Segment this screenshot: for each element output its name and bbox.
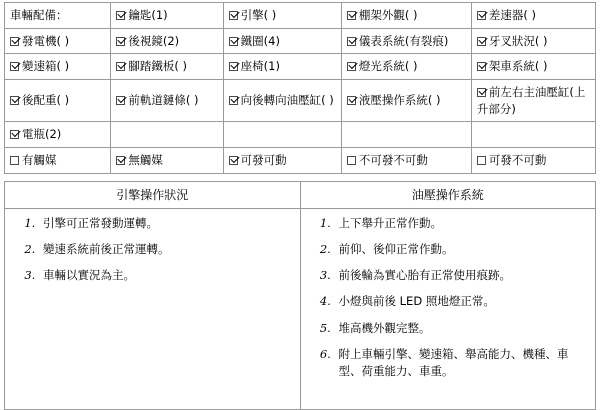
checklist-label: 後視鏡(2) (128, 33, 180, 48)
table-row (5, 28, 596, 54)
table-row (5, 80, 596, 122)
checklist-cell[interactable] (5, 80, 111, 122)
checklist-cell[interactable] (471, 28, 595, 54)
list-item: 6. 附上車輛引擎、變速箱、舉高能力、機種、車型、荷重能力、車重。 (335, 346, 588, 381)
status-label: 可發可動 (240, 153, 287, 168)
engine-notes-list (5, 209, 300, 300)
checklist-cell[interactable] (341, 28, 471, 54)
checkbox-icon[interactable] (116, 96, 125, 105)
checklist-cell[interactable] (5, 54, 111, 80)
checklist-cell[interactable] (111, 3, 223, 29)
empty-cell (223, 122, 341, 148)
checkbox-icon[interactable] (347, 62, 356, 71)
status-cell[interactable] (223, 148, 341, 174)
table-row (5, 3, 596, 29)
list-item: 5. 堆高機外觀完整。 (335, 320, 588, 337)
checkbox-icon[interactable] (116, 11, 125, 20)
checklist-label: 鑰匙(1) (128, 8, 168, 22)
empty-cell (111, 122, 223, 148)
list-item: 3. 前後輪為實心胎有正常使用痕跡。 (335, 267, 588, 284)
checkbox-icon[interactable] (229, 37, 238, 46)
checkbox-icon[interactable] (229, 96, 238, 105)
checklist-label: 棚架外觀( ) (358, 8, 418, 22)
checkbox-icon[interactable] (229, 11, 238, 20)
empty-cell (471, 122, 595, 148)
checkbox-icon[interactable] (10, 156, 19, 165)
checkbox-icon[interactable] (477, 156, 486, 165)
checklist-cell[interactable] (111, 80, 223, 122)
checklist-cell[interactable] (223, 54, 341, 80)
notes-header-row (5, 181, 596, 208)
checkbox-icon[interactable] (10, 96, 19, 105)
checkbox-icon[interactable] (10, 62, 19, 71)
checkbox-icon[interactable] (116, 37, 125, 46)
checklist-cell[interactable] (471, 3, 595, 29)
hydraulic-notes-list (301, 209, 596, 396)
checklist-label: 座椅(1) (240, 59, 280, 74)
empty-cell (341, 122, 471, 148)
list-item: 2. 前仰、後仰正常作動。 (335, 241, 588, 258)
table-row (5, 122, 596, 148)
engine-notes-body (5, 209, 300, 409)
status-label: 有觸媒 (22, 153, 57, 168)
checklist-label: 向後轉向油壓缸( ) (240, 93, 334, 108)
checklist-label: 發電機( ) (22, 33, 70, 48)
checklist-label: 牙叉狀況( ) (488, 33, 548, 48)
checklist-cell[interactable] (341, 3, 471, 29)
checkbox-icon[interactable] (116, 156, 125, 165)
status-label: 不可發不可動 (358, 153, 428, 168)
checklist-label: 燈光系統( ) (358, 59, 418, 74)
checklist-label: 架車系統( ) (488, 59, 548, 74)
notes-body-row (5, 208, 596, 409)
checklist-cell[interactable] (5, 122, 111, 148)
engine-notes-cell (5, 208, 301, 409)
checklist-cell[interactable] (111, 54, 223, 80)
hydraulic-notes-cell (300, 208, 596, 409)
checkbox-icon[interactable] (477, 37, 486, 46)
checklist-label: 變速箱( ) (22, 59, 70, 74)
checklist-cell[interactable] (223, 3, 341, 29)
equipment-checklist-table (4, 2, 596, 174)
status-cell[interactable] (111, 148, 223, 174)
hydraulic-notes-body (301, 209, 596, 409)
checklist-cell[interactable] (223, 28, 341, 54)
checklist-label: 差速器( ) (488, 8, 536, 22)
checklist-label: 引擎( ) (240, 8, 277, 22)
status-label: 可發不可動 (488, 153, 547, 168)
checkbox-icon[interactable] (116, 62, 125, 71)
status-row (5, 148, 596, 174)
checklist-cell[interactable] (471, 54, 595, 80)
list-item: 1. 上下舉升正常作動。 (335, 215, 588, 232)
status-cell[interactable] (471, 148, 595, 174)
checkbox-icon[interactable] (10, 130, 19, 139)
operation-notes-table (4, 181, 596, 410)
checklist-label: 電瓶(2) (22, 127, 62, 142)
checkbox-icon[interactable] (477, 62, 486, 71)
checklist-label: 腳踏鐵板( ) (128, 59, 188, 74)
status-cell[interactable] (5, 148, 111, 174)
checklist-cell[interactable] (5, 28, 111, 54)
checkbox-icon[interactable] (229, 156, 238, 165)
list-item: 4. 小燈與前後 LED 照地燈正常。 (335, 293, 588, 310)
checklist-label: 鐵圈(4) (240, 33, 280, 48)
page-title (5, 3, 111, 29)
checklist-cell[interactable] (223, 80, 341, 122)
checkbox-icon[interactable] (347, 11, 356, 20)
checkbox-icon[interactable] (10, 37, 19, 46)
checklist-label: 前軌道鏈條( ) (128, 93, 199, 108)
list-item: 2. 變速系統前後正常運轉。 (39, 241, 292, 258)
hydraulic-section-header: 油壓操作系統 (300, 181, 596, 208)
checklist-cell[interactable] (341, 80, 471, 122)
checkbox-icon[interactable] (477, 11, 486, 20)
title-text: 車輛配備： (10, 8, 68, 22)
checklist-cell[interactable] (341, 54, 471, 80)
checkbox-icon[interactable] (347, 96, 356, 105)
status-cell[interactable] (341, 148, 471, 174)
engine-section-header: 引擎操作狀況 (5, 181, 301, 208)
checkbox-icon[interactable] (347, 37, 356, 46)
list-item: 3. 車輛以實況為主。 (39, 267, 292, 284)
checklist-cell[interactable] (471, 80, 595, 122)
status-label: 無觸媒 (128, 153, 163, 168)
checkbox-icon[interactable] (477, 88, 486, 97)
checklist-label: 前左右主油壓缸(上升部分) (476, 85, 586, 116)
checkbox-icon[interactable] (347, 156, 356, 165)
checklist-label: 液壓操作系統( ) (358, 93, 441, 108)
checklist-cell[interactable] (111, 28, 223, 54)
table-row (5, 54, 596, 80)
checklist-label: 儀表系統(有裂痕) (358, 33, 449, 48)
checkbox-icon[interactable] (229, 62, 238, 71)
list-item: 1. 引擎可正常發動運轉。 (39, 215, 292, 232)
checklist-label: 後配重( ) (22, 93, 70, 108)
